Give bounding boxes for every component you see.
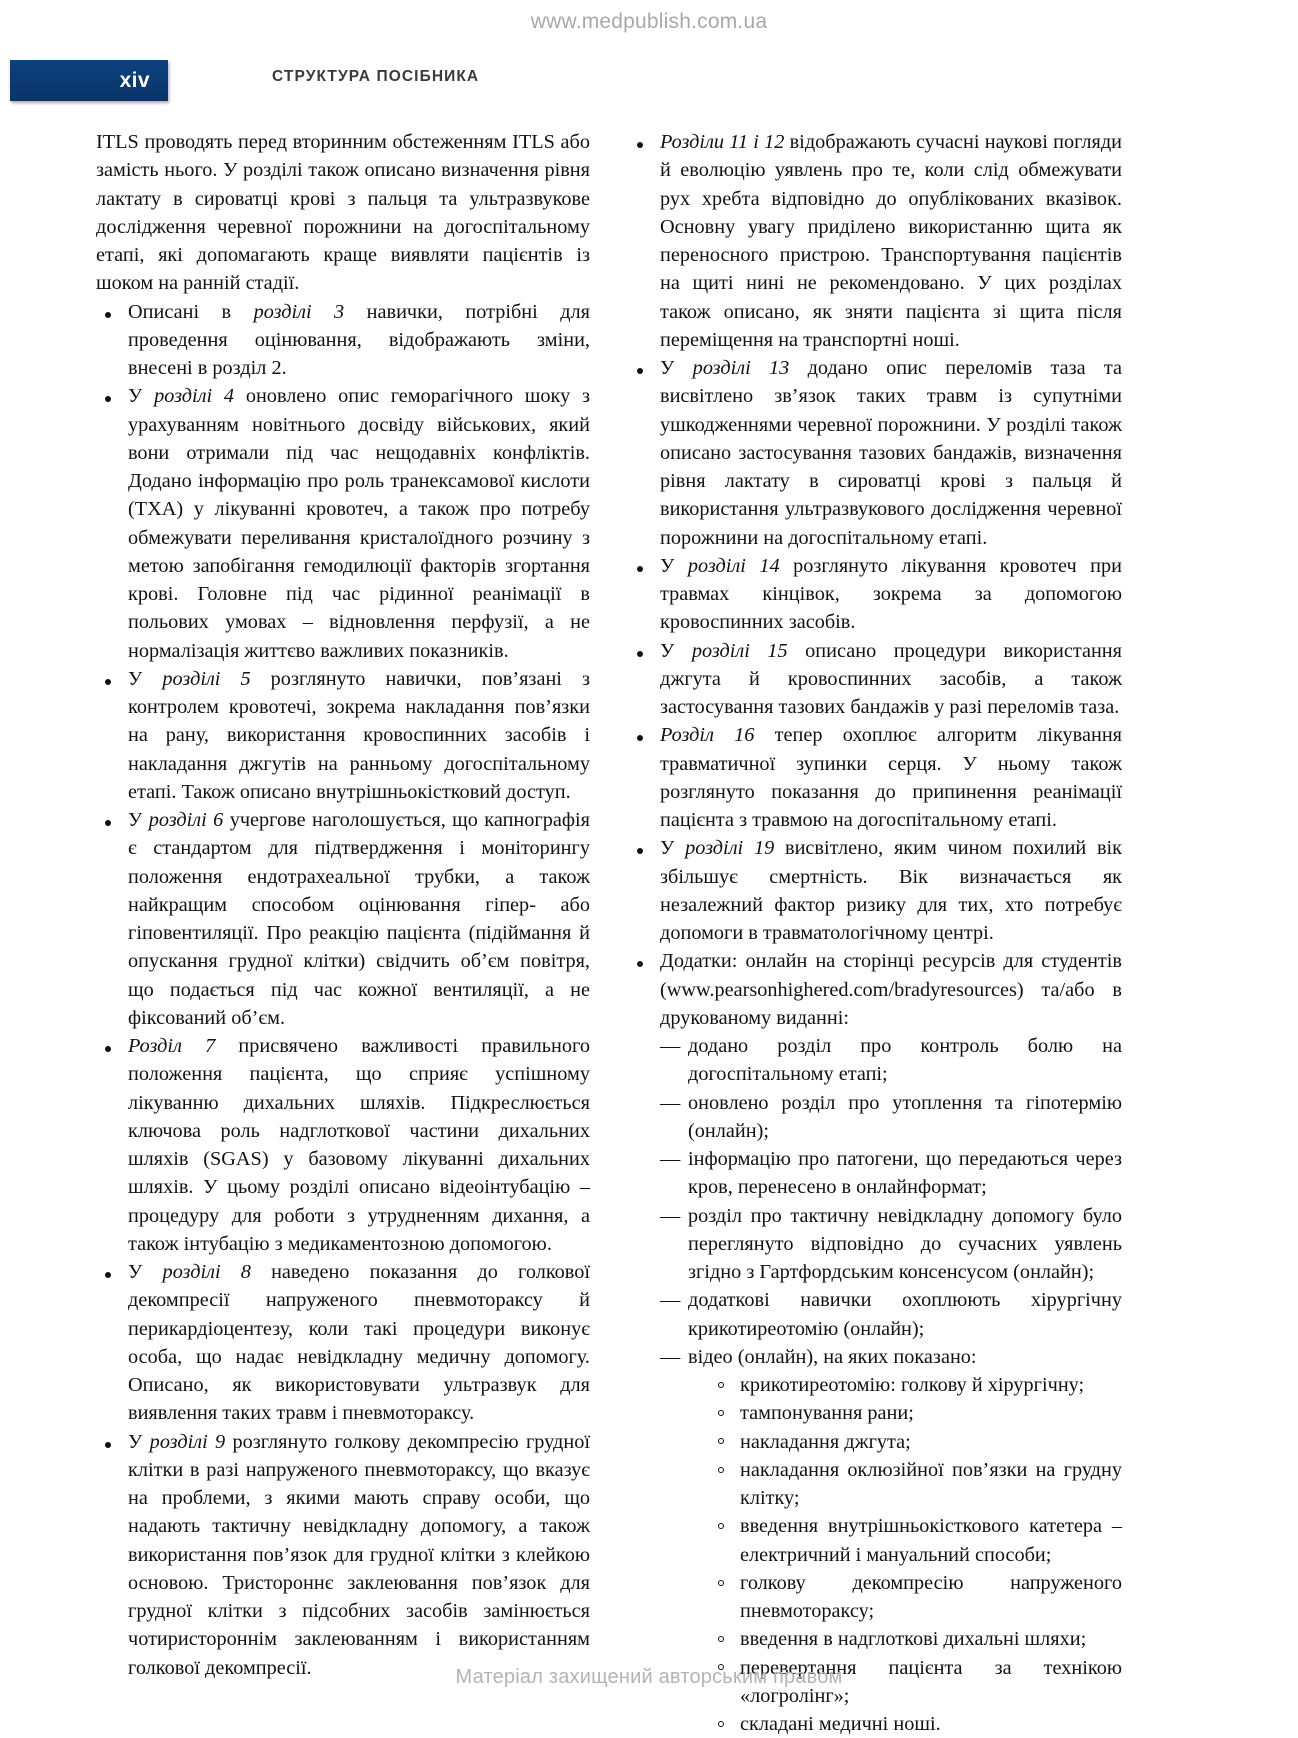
list-item (96, 1032, 590, 1258)
item-pre: Описані в (128, 300, 254, 323)
dash-item-label: оновлено розділ про утоплення та гіпотермію (онлайн); (688, 1091, 1122, 1142)
list-item (628, 128, 1122, 354)
list-item (628, 354, 1122, 552)
circle-item (716, 1569, 1122, 1626)
item-post: розглянуто навички, пов’язані з контролем кровотечі, зокрема накладання пов’язки на рану, використання кровоспинних засобів і накладання джгутів на ранньому догоспітальному етапі. Також описано внутрішньокістковий доступ. (128, 667, 590, 803)
circle-item (716, 1625, 1122, 1653)
bullet-dot-icon (105, 312, 111, 318)
bullet-dot-icon (105, 679, 111, 685)
chapter-reference: розділі 14 (687, 554, 780, 577)
copyright-footer: Матеріал захищений авторським правом (455, 1666, 843, 1688)
circle-item-label: крикотиреотомію: голкову й хірургічну; (740, 1374, 1085, 1396)
bullet-dot-icon (637, 651, 643, 657)
item-post: висвітлено, яким чином похилий вік збільшує смертність. Вік визначається як незалежний фактор ризику для тих, хто потребує допомоги в травматологічному центрі. (660, 837, 1123, 944)
dash-item-label: відео (онлайн), на яких показано: (688, 1345, 977, 1368)
item-post: присвячено важливості правильного положення пацієнта, що сприяє успішному лікуванню дихальних шляхів. Підкреслюється ключова роль надглоткової частини дихальних шляхів (SGAS) у базовому лікуванні дихальних шляхів. У цьому розділі описано відеоінтубацію – процедуру для роботи з утрудненням дихання, а також інтубацію з медикаментозною допомогою. (128, 1035, 590, 1255)
item-pre: У (128, 667, 163, 690)
circle-item-label: складані медичні ноші. (740, 1713, 941, 1735)
list-item (628, 552, 1122, 637)
bullet-dot-icon (637, 566, 643, 572)
item-pre: У (660, 554, 688, 577)
list-item (96, 1428, 590, 1682)
dash-item (660, 1089, 1122, 1146)
page-number: xiv (119, 69, 150, 92)
chapter-reference: розділі 8 (162, 1261, 251, 1283)
chapter-reference: розділі 19 (685, 837, 775, 860)
list-item (96, 382, 590, 665)
lead-paragraph: ITLS проводять перед вторинним обстеженням ITLS або замість нього. У розділі також описано визначення рівня лактату в сироватці крові з пальця та ультразвукове дослідження черевної порожнини на догоспітальному етапі, які допомагають краще виявляти пацієнтів із шоком на ранній стадії. (96, 131, 590, 295)
circle-item-label: введення в надглоткові дихальні шляхи; (740, 1628, 1087, 1651)
open-circle-bullet-icon (718, 1410, 724, 1416)
item-pre: У (660, 837, 686, 860)
item-post: описано процедури використання джгута й кровоспинних засобів, а також застосування тазових бандажів у разі переломів таза. (660, 639, 1122, 718)
circle-item-label: введення внутрішньокісткового катетера – електричний і мануальний способи; (740, 1515, 1122, 1566)
em-dash-icon: — (660, 1148, 681, 1170)
em-dash-icon: — (660, 1345, 681, 1368)
bullet-dot-icon (637, 368, 643, 374)
chapter-reference: розділі 6 (148, 809, 224, 831)
open-circle-bullet-icon (718, 1721, 724, 1727)
item-post: розглянуто лікування кровотеч при травмах кінцівок, зокрема за допомогою кровоспинних засобів. (660, 554, 1122, 634)
open-circle-bullet-icon (718, 1636, 724, 1642)
circle-item (716, 1512, 1122, 1569)
list-item (628, 637, 1122, 722)
bullet-dot-icon (105, 396, 111, 402)
chapter-reference: розділі 4 (154, 385, 235, 408)
item-pre: У (128, 809, 149, 831)
item-post: додано опис переломів таза та висвітлено зв’язок таких травм із супутніми ушкодженнями черевної порожнини. У розділі також описано застосування тазових бандажів, визначення рівня лактату в сироватці крові з пальця й використання ультразвукового дослідження черевної порожнини на догоспітальному етапі. (660, 357, 1122, 549)
dash-item (660, 1032, 1122, 1089)
item-post: тепер охоплює алгоритм лікування травматичної зупинки серця. У ньому також розглянуто показання до припинення реанімації пацієнта з травмою на догоспітальному етапі. (660, 724, 1122, 831)
circle-item (716, 1710, 1122, 1738)
item-pre: У (660, 639, 692, 662)
bullet-dot-icon (105, 820, 111, 826)
item-pre: У (128, 1261, 163, 1283)
left-column (96, 128, 590, 1738)
list-item (96, 806, 590, 1032)
two-column-body (96, 128, 1202, 1738)
chapter-reference: Розділи 11 і 12 (660, 131, 785, 153)
right-bullet-list (628, 128, 1122, 1738)
appendix-url: (www.pearsonhighered.com/bradyresources) (660, 978, 1024, 1001)
appendix-dash-list (660, 1032, 1122, 1738)
list-item (96, 298, 590, 383)
appendix-intro-continued: та/або в друкованому виданні: (660, 978, 1122, 1029)
circle-item (716, 1428, 1122, 1456)
bullet-dot-icon (105, 1046, 111, 1052)
bullet-dot-icon (105, 1272, 111, 1278)
dash-item-label: додано розділ про контроль болю на догоспітальному етапі; (688, 1035, 1122, 1086)
bullet-dot-icon (637, 848, 643, 854)
chapter-reference: Розділ 7 (128, 1035, 216, 1057)
open-circle-bullet-icon (718, 1467, 724, 1473)
open-circle-bullet-icon (718, 1580, 724, 1586)
right-column (628, 128, 1122, 1738)
circle-item (716, 1371, 1122, 1399)
open-circle-bullet-icon (718, 1382, 724, 1388)
dash-item (660, 1202, 1122, 1287)
circle-item (716, 1399, 1122, 1427)
dash-item-label: додаткові навички охоплюють хірургічну крикотиреотомію (онлайн); (688, 1289, 1122, 1340)
item-post: оновлено опис геморагічного шоку з урахуванням новітнього досвіду військових, який вони отримали під час нещодавніх конфліктів. Додано інформацію про роль транексамової кислоти (ТХА) у лікуванні кровотеч, а також про потребу обмежувати переливання кристалоїдного розчину з метою запобігання гемодилюції факторів згортання крові. Головне під час рідинної реанімації в польових умовах – відновлення перфузії, а не нормалізація життєво важливих показників. (128, 385, 590, 662)
chapter-reference: розділі 13 (692, 357, 790, 379)
chapter-reference: розділі 9 (149, 1430, 226, 1453)
list-item (96, 665, 590, 806)
appendix-intro: Додатки: онлайн на сторінці ресурсів для студентів (660, 950, 1122, 973)
left-bullet-list (96, 298, 590, 1682)
em-dash-icon: — (660, 1289, 681, 1312)
running-head-title: СТРУКТУРА ПОСІБНИКА (272, 68, 480, 85)
chapter-reference: розділі 5 (162, 667, 251, 690)
dash-item-label: інформацію про патогени, що передаються через кров, перенесено в онлайнформат; (688, 1148, 1122, 1199)
item-post: наведено показання до голкової декомпресії напруженого пневмотораксу й перикардіоцентезу, коли такі процедури виконує особа, що надає невідкладну медичну допомогу. Описано, як використовувати ультразвук для виявлення таких травм і пневмотораксу. (128, 1261, 591, 1425)
circle-item (716, 1456, 1122, 1513)
item-pre: У (660, 357, 693, 379)
item-post: розглянуто голкову декомпресію грудної клітки в разі напруженого пневмотораксу, що вказує на проблеми, з якими мають справу особи, що надають тактичну невідкладну допомогу, а також використання пов’язок для грудної клітки з клейкою основою. Тристороннє заклеювання пов’язок для грудної клітки з підсобних засобів замінюється чотиристороннім заклеюванням і використанням голкової декомпресії. (128, 1430, 590, 1679)
circle-item-label: голкову декомпресію напруженого пневмотораксу; (740, 1571, 1122, 1622)
chapter-reference: розділі 3 (253, 300, 345, 323)
item-post: навички, потрібні для проведення оцінювання, відображають зміни, внесені в розділ 2. (128, 300, 590, 379)
dash-item (660, 1145, 1122, 1202)
item-post: відображають сучасні наукові погляди й еволюцію уявлень про те, коли слід обмежувати рух хребта відповідно до опублікованих вказівок. Основну увагу приділено використанню щита як переносного пристрою. Транспортування пацієнтів на щиті нині не рекомендовано. У цих розділах також описано, як зняти пацієнта зі щита після переміщення на транспортні ноші. (660, 131, 1122, 351)
circle-item-label: тампонування рани; (740, 1402, 914, 1425)
open-circle-bullet-icon (718, 1523, 724, 1529)
list-item (96, 1258, 590, 1428)
item-pre: У (128, 1430, 150, 1453)
bullet-dot-icon (637, 142, 643, 148)
circle-item-label: накладання джгута; (740, 1430, 911, 1453)
dash-item (660, 1286, 1122, 1343)
chapter-reference: розділі 15 (691, 639, 788, 662)
site-watermark: www.medpublish.com.ua (530, 10, 768, 33)
list-item (628, 721, 1122, 834)
dash-item-label: розділ про тактичну невідкладну допомогу було переглянуто відповідно до сучасних уявлень згідно з Гартфордським консенсусом (онлайн); (688, 1204, 1122, 1283)
bullet-dot-icon (105, 1442, 111, 1448)
open-circle-bullet-icon (718, 1438, 724, 1444)
appendix-list-item (628, 947, 1122, 1738)
chapter-reference: Розділ 16 (660, 724, 755, 747)
circle-item-label: перевертання пацієнта за технікою «логролінг»; (740, 1656, 1122, 1707)
em-dash-icon: — (660, 1091, 681, 1114)
bullet-dot-icon (637, 961, 643, 967)
list-item (628, 834, 1122, 947)
bullet-dot-icon (637, 735, 643, 741)
em-dash-icon: — (660, 1204, 681, 1227)
em-dash-icon: — (660, 1035, 681, 1057)
item-post: учергове наголошується, що капнографія є стандартом для підтвердження і моніторингу положення ендотрахеальної трубки, а також найкращим способом оцінювання гіпер- або гіповентиляції. Про реакцію пацієнта (підіймання й опускання грудної клітки) свідчить об’єм повітря, що подається під час кожної вентиляції, а не фіксований об’єм. (128, 809, 590, 1029)
circle-item-label: накладання оклюзійної пов’язки на грудну клітку; (740, 1458, 1122, 1509)
item-pre: У (128, 385, 155, 408)
